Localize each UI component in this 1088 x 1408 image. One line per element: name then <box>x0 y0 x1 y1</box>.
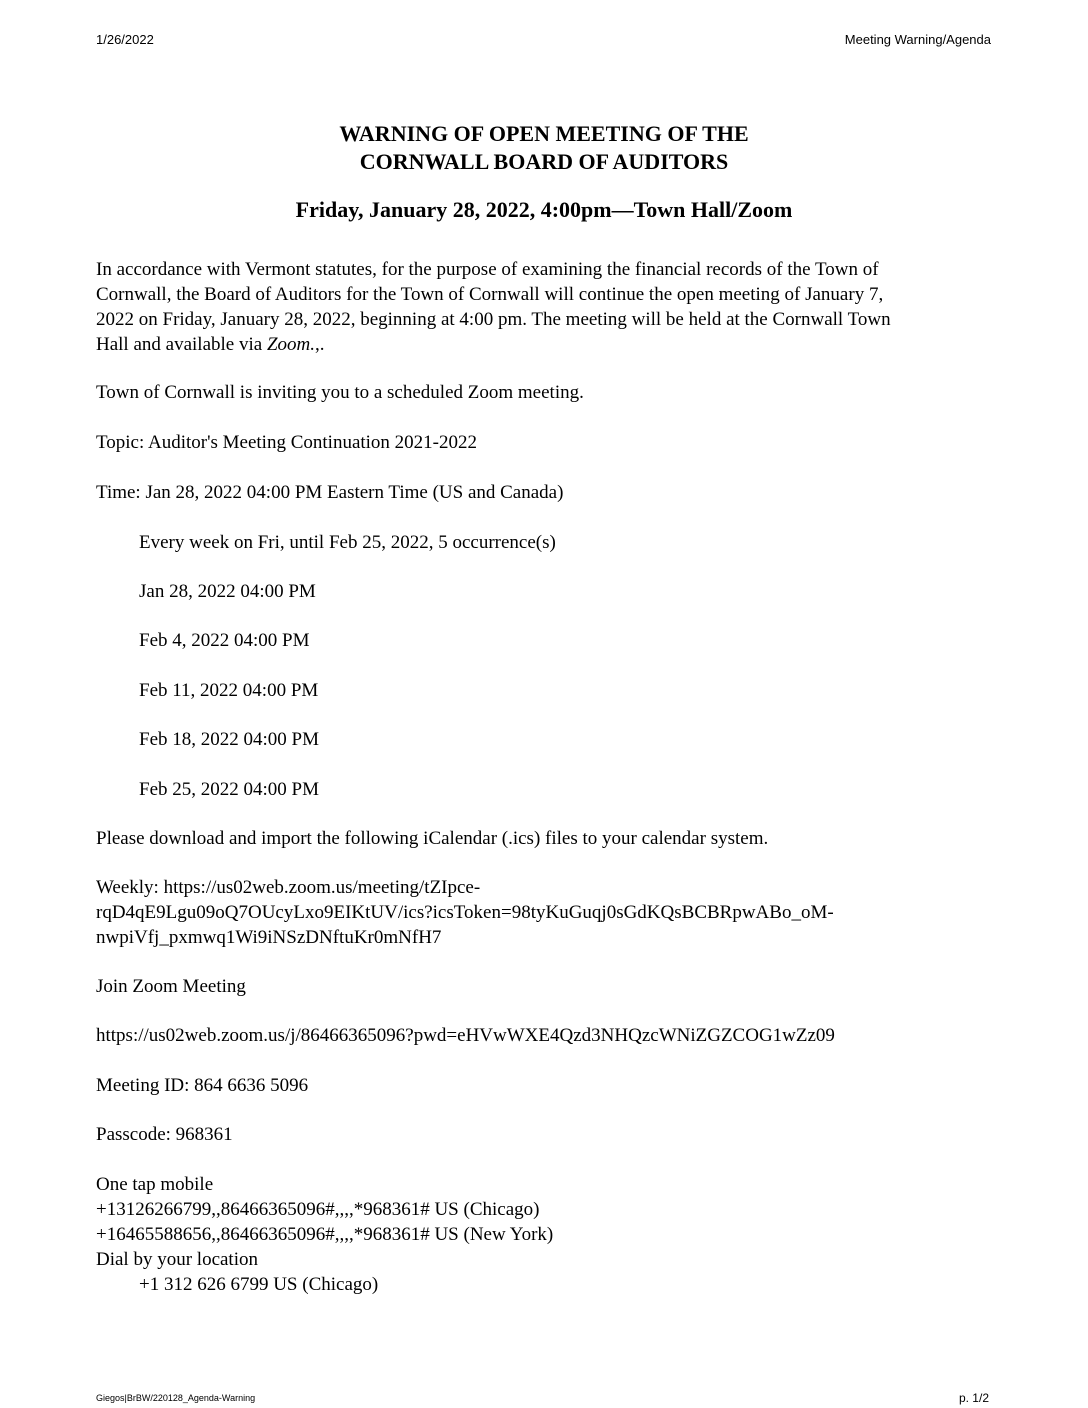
one-tap-number[interactable]: +16465588656,,86466365096#,,,,*968361# US (New York) <box>96 1224 554 1245</box>
header-doc-title: Meeting Warning/Agenda <box>844 32 991 47</box>
occurrence-item: Feb 4, 2022 04:00 PM <box>139 630 310 651</box>
occurrence-item: Feb 25, 2022 04:00 PM <box>139 779 319 800</box>
occurrence-item: Feb 11, 2022 04:00 PM <box>139 680 319 701</box>
dial-number: +1 312 626 6799 US (Chicago) <box>139 1274 379 1295</box>
occurrence-item: Feb 18, 2022 04:00 PM <box>139 729 319 750</box>
dial-heading: Dial by your location <box>96 1249 258 1270</box>
download-note: Please download and import the following iCalendar (.ics) files to your calendar system. <box>96 828 769 849</box>
footer-page-number: p. 1/2 <box>958 1391 989 1405</box>
one-tap-number[interactable]: +13126266799,,86466365096#,,,,*968361# US (Chicago) <box>96 1199 540 1220</box>
title-line-2: CORNWALL BOARD OF AUDITORS <box>359 149 729 174</box>
intro-text: Hall and available via <box>96 334 267 355</box>
zoom-emphasis: Zoom. <box>266 334 315 355</box>
topic-text: Topic: Auditor's Meeting Continuation 2021-2022 <box>96 432 478 453</box>
occurrence-item: Jan 28, 2022 04:00 PM <box>139 581 316 602</box>
join-url-link[interactable]: https://us02web.zoom.us/j/86466365096?pwd=eHVwWXE4Qzd3NHQzcWNiZGZCOG1wZz09 <box>96 1025 835 1046</box>
invite-text: Town of Cornwall is inviting you to a scheduled Zoom meeting. <box>96 382 584 403</box>
intro-paragraph <box>96 257 891 357</box>
footer-file-path: Giegos|BrBW/220128_Agenda-Warning <box>96 1393 256 1403</box>
intro-line: Cornwall, the Board of Auditors for the Town of Cornwall will continue the open meeting of January 7, <box>96 284 884 305</box>
meeting-date-line: Friday, January 28, 2022, 4:00pm—Town Hall/Zoom <box>295 197 793 222</box>
intro-line <box>96 332 891 357</box>
meeting-id: Meeting ID: 864 6636 5096 <box>96 1075 309 1096</box>
document-title <box>0 120 1088 176</box>
join-heading: Join Zoom Meeting <box>96 976 246 997</box>
passcode: Passcode: 968361 <box>96 1124 233 1145</box>
intro-line: In accordance with Vermont statutes, for the purpose of examining the financial records of the Town of <box>96 259 879 280</box>
recurrence-text: Every week on Fri, until Feb 25, 2022, 5 occurrence(s) <box>139 532 556 553</box>
intro-text-end: ,. <box>314 334 325 355</box>
weekly-link-line: nwpiVfj_pxmwq1Wi9iNSzDNftuKr0mNfH7 <box>96 927 442 948</box>
weekly-link-line: rqD4qE9Lgu09oQ7OUcyLxo9EIKtUV/ics?icsToken=98tyKuGuqj0sGdKQsBCBRpwABo_oM- <box>96 902 834 923</box>
weekly-ics-link[interactable] <box>96 875 834 950</box>
one-tap-heading: One tap mobile <box>96 1174 214 1195</box>
time-text: Time: Jan 28, 2022 04:00 PM Eastern Time (US and Canada) <box>96 482 564 503</box>
weekly-link-line: Weekly: https://us02web.zoom.us/meeting/tZIpce- <box>96 877 481 898</box>
header-date: 1/26/2022 <box>96 32 154 47</box>
intro-line: 2022 on Friday, January 28, 2022, beginning at 4:00 pm. The meeting will be held at the Cornwall Town <box>96 309 891 330</box>
title-line-1: WARNING OF OPEN MEETING OF THE <box>339 121 749 146</box>
dial-in-section <box>96 1172 553 1297</box>
